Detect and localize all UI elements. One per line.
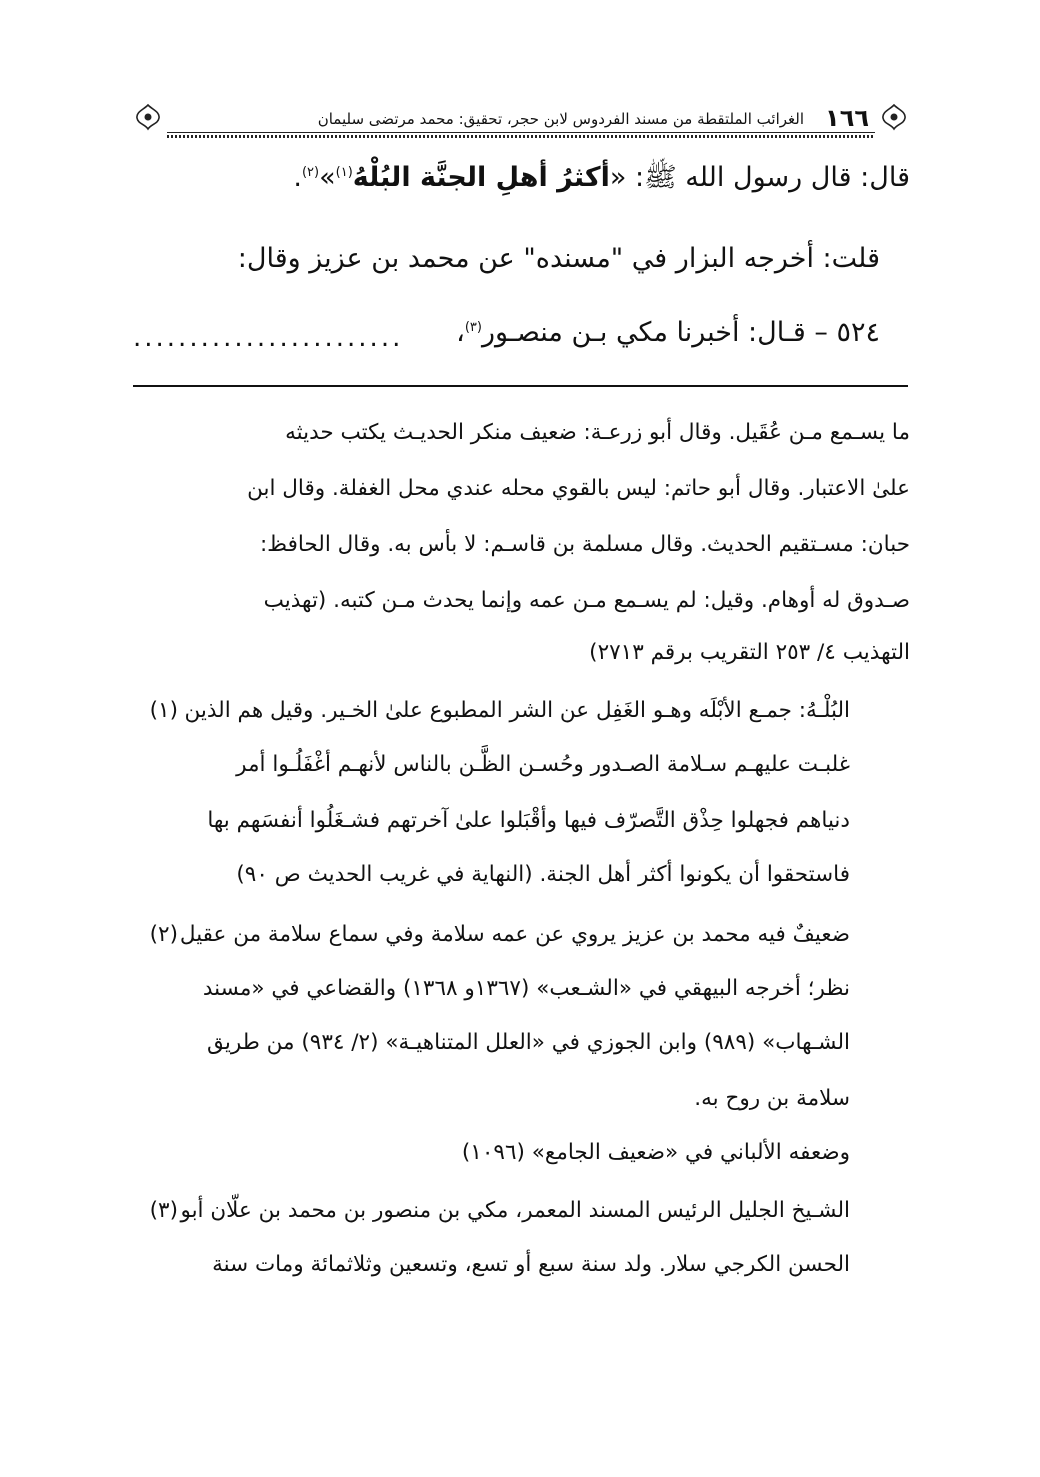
isnad-line	[456, 317, 880, 348]
hadith-text: أكثرُ أهلِ الجنَّة البُلْهُ	[352, 162, 610, 193]
footnote-ref: (٢)	[301, 165, 320, 180]
continuation-line: التهذيب ٤/ ٢٥٣ التقريب برقم ٢٧١٣)	[589, 640, 910, 665]
header-rule	[167, 132, 875, 133]
footnote-ref: (١)	[335, 165, 353, 180]
footnote-line: فاستحقوا أن يكونوا أكثر أهل الجنة. (النهاية في غريب الحديث ص ٩٠)	[236, 862, 850, 887]
comma: ،	[456, 317, 465, 348]
footnote-line: نظر؛ أخرجه البيهقي في «الشـعب» (١٣٦٧و ١٣٦٨) والقضاعي في «مسند	[202, 976, 850, 1001]
ellipsis-dots: ........................	[133, 323, 404, 353]
footnote-line: البُلْـهُ: جمـع الأبْلَه وهـو الغَفِل عن الشر المطبوع علىٰ الخـير. وقيل هم الذين	[184, 698, 850, 723]
takhrij-line: قلت: أخرجه البزار في "مسنده" عن محمد بن عزيز وقال:	[237, 243, 880, 274]
continuation-line: علىٰ الاعتبار. وقال أبو حاتم: ليس بالقوي محله عندي محل الغفلة. وقال ابن	[247, 476, 910, 501]
footnote-line: الشـيخ الجليل الرئيس المسند المعمر، مكي بن منصور بن محمد بن علّان أبو	[180, 1198, 850, 1223]
quote-close: »	[319, 162, 336, 193]
continuation-line: حبان: مسـتقيم الحديث. وقال مسلمة بن قاسـم: لا بأس به. وقال الحافظ:	[259, 532, 910, 557]
footnote-line: دنياهم فجهلوا حِذْق التَّصرّف فيها وأقْبَلوا علىٰ آخرتهم فشـغَلُوا أنفسَهم بها	[207, 808, 850, 833]
footnote-number: (٢)	[149, 922, 178, 947]
continuation-line: صـدوق له أوهام. وقيل: لم يسـمع مـن عمه وإنما يحدث مـن كتبه. (تهذيب	[263, 588, 910, 613]
hadith-line	[293, 160, 910, 200]
footnote-line: الشـهاب» (٩٨٩) وابن الجوزي في «العلل المتناهيـة» (٢/ ٩٣٤) من طريق	[206, 1030, 850, 1055]
running-title: الغرائب الملتقطة من مسند الفردوس لابن حجر، تحقيق: محمد مرتضى سليمان	[317, 110, 804, 128]
footnote-divider	[133, 385, 908, 387]
running-header	[133, 100, 909, 138]
continuation-line: ما يسـمع مـن عُقَيل. وقال أبو زرعـة: ضعيف منكر الحديـث يكتب حديثه	[285, 420, 910, 445]
header-rule-dotted	[167, 135, 875, 138]
footnote-ref: (٣)	[464, 320, 482, 335]
hadith-intro: قال: قال رسول الله ﷺ: «	[609, 162, 910, 193]
footnote-line: سلامة بن روح به.	[694, 1086, 850, 1111]
footnote-line: ضعيفٌ فيه محمد بن عزيز يروي عن عمه سلامة وفي سماع سلامة من عقيل	[179, 922, 850, 947]
period: .	[293, 162, 302, 193]
footnote-line: وضعفه الألباني في «ضعيف الجامع» (١٠٩٦)	[461, 1140, 850, 1165]
footnote-number: (١)	[149, 698, 178, 723]
isnad-text: ٥٢٤ – قـال: أخبرنا مكي بـن منصـور	[481, 317, 880, 348]
footnote-line: الحسن الكرجي سلار. ولد سنة سبع أو تسع، وتسعين وثلاثمائة ومات سنة	[212, 1252, 850, 1277]
page-number: ١٦٦	[825, 104, 869, 132]
ornament-icon	[879, 102, 909, 132]
footnote-line: غلبـت عليهـم سـلامة الصـدور وحُسـن الظَّـن بالناس لأنهـم أغْفَلُـوا أمر	[236, 752, 850, 777]
ornament-icon	[133, 102, 163, 132]
footnote-number: (٣)	[149, 1198, 178, 1223]
